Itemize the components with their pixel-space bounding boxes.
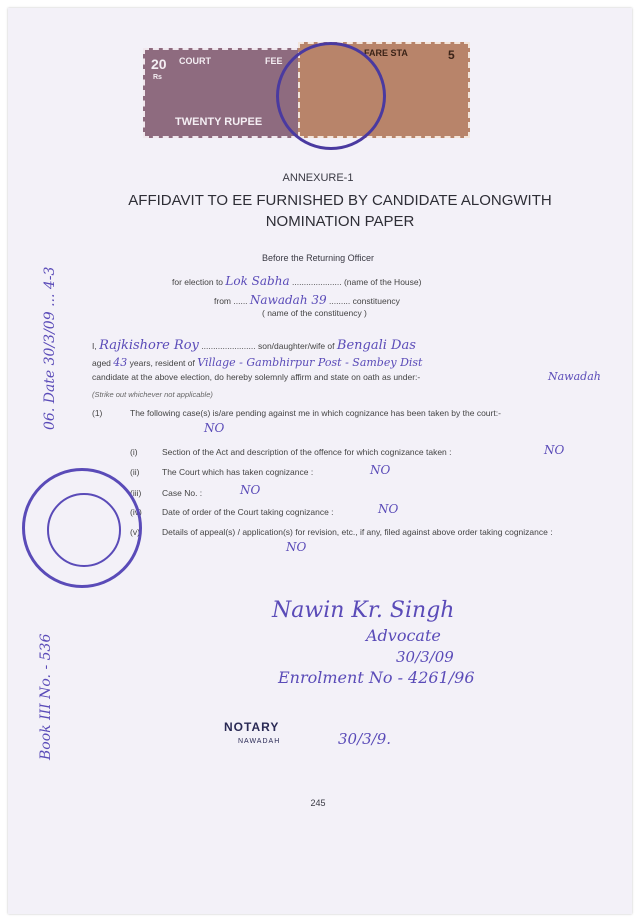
advocate-title: Advocate [366, 626, 441, 645]
annexure-label: ANNEXURE-1 [282, 172, 354, 184]
years-label: years, resident of [129, 358, 195, 368]
item-1-text: The following case(s) is/are pending against me in which cognizance has been taken by the court:- [130, 408, 501, 418]
page-number: 245 [310, 798, 326, 808]
sub-item-3-answer: NO [240, 483, 261, 497]
oath-line: candidate at the above election, do hereby solemnly affirm and state on oath as under:- [92, 372, 421, 382]
age-value: 43 [113, 356, 128, 369]
district-value: Nawadah [548, 370, 601, 383]
deponent-name: Rajkishore Roy [99, 338, 199, 353]
enrolment-number: Enrolment No - 4261/96 [278, 668, 475, 687]
title-line-1: AFFIDAVIT TO EE FURNISHED BY CANDIDATE ALONGWITH [128, 192, 552, 209]
aged-label: aged [92, 358, 111, 368]
election-prefix: for election to [172, 277, 224, 287]
sub-item-1-number: (i) [130, 447, 138, 457]
margin-note-bottom: Book III No. - 536 [38, 633, 54, 760]
age-address-line [92, 356, 422, 369]
stamp-top-text: COURT [179, 56, 211, 66]
title-line-2: NOMINATION PAPER [265, 213, 415, 230]
margin-note-top: 06. Date 30/3/09 ... 4-3 [42, 266, 58, 430]
constituency-value: Nawadah 39 [249, 293, 327, 307]
sub-item-5-answer: NO [286, 540, 307, 554]
item-1-answer: NO [204, 421, 225, 435]
round-seal [276, 42, 386, 150]
sub-item-2-number: (ii) [130, 467, 140, 477]
notary-place: NAWADAH [238, 738, 281, 745]
sub-item-1-answer: NO [544, 443, 565, 457]
sub-item-5-text: Details of appeal(s) / application(s) for revision, etc., if any, filed against above order taking cognizance : [162, 527, 553, 537]
sub-item-2-text: The Court which has taken cognizance : [162, 467, 314, 477]
relation-label: son/daughter/wife of [257, 341, 335, 351]
affidavit-title [60, 190, 620, 232]
constituency-note: ( name of the constituency ) [262, 308, 367, 318]
from-label: from [214, 296, 231, 306]
advocate-signature: Nawin Kr. Singh [272, 598, 455, 623]
stamp-denomination: 20 [151, 56, 167, 72]
sub-item-4-text: Date of order of the Court taking cognizance : [162, 507, 334, 517]
parent-name: Bengali Das [336, 338, 416, 353]
stamp-bottom-text: TWENTY RUPEE [175, 116, 263, 128]
constituency-line: from ...... Nawadah 39 ......... constituency [214, 293, 400, 307]
sub-item-1-text: Section of the Act and description of the offence for which cognizance taken : [162, 447, 452, 457]
notary-date: 30/3/9. [338, 730, 392, 748]
election-line: for election to Lok Sabha ..................... (name of the House) [172, 274, 422, 288]
house-value: Lok Sabha [225, 274, 290, 288]
registry-seal [22, 468, 142, 588]
sub-item-3-number: (iii) [130, 488, 142, 498]
sub-item-4-answer: NO [378, 502, 399, 516]
deponent-prefix: I, [92, 341, 97, 351]
constituency-suffix: constituency [352, 296, 400, 306]
notary-stamp-text: NOTARY [224, 720, 280, 734]
sub-item-2-answer: NO [370, 463, 391, 477]
before-returning-officer: Before the Returning Officer [262, 253, 374, 263]
revenue-stamp-value: 5 [448, 48, 455, 62]
house-suffix: (name of the House) [343, 277, 422, 287]
sub-item-5-number: (v) [130, 527, 140, 537]
advocate-date: 30/3/09 [396, 648, 454, 666]
sub-item-3-text: Case No. : [162, 488, 203, 498]
deponent-line: I, Rajkishore Roy ....................... son/daughter/wife of Bengali Das [92, 338, 416, 353]
revenue-stamp-top-text: FARE STA [364, 48, 408, 58]
stamp-currency: Rs [153, 74, 162, 81]
strike-note: (Strike out whichever not applicable) [92, 390, 213, 399]
address-value: Village - Gambhirpur Post - Sambey Dist [197, 356, 423, 369]
stamp-side-text: FEE [265, 56, 283, 66]
item-1-number: (1) [92, 408, 103, 418]
sub-item-4-number: (iv) [130, 507, 142, 517]
